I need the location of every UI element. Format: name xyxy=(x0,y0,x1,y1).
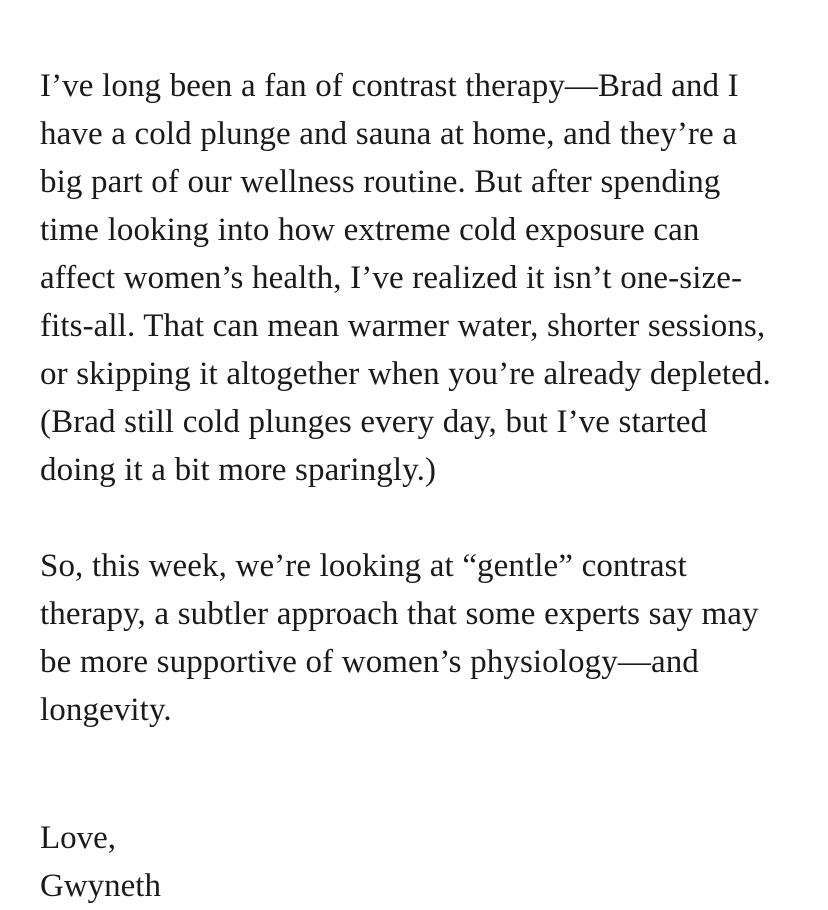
signature-block xyxy=(40,814,781,910)
letter-body xyxy=(40,62,781,910)
paragraph-1: I’ve long been a fan of contrast therapy—Brad and I have a cold plunge and sauna at home, and they’re a big part of our wellness routine. But after spending time looking into how extreme cold exposure can affect women’s health, I’ve realized it isn’t one-size-fits-all. That can mean warmer water, shorter sessions, or skipping it altogether when you’re already depleted. (Brad still cold plunges every day, but I’ve started doing it a bit more sparingly.) xyxy=(40,68,771,488)
paragraph-2: So, this week, we’re looking at “gentle” contrast therapy, a subtler approach that some experts say may be more supportive of women’s physiology—and longevity. xyxy=(40,548,759,728)
signature-closing: Love, xyxy=(40,820,117,856)
signature-name: Gwyneth xyxy=(40,868,161,904)
